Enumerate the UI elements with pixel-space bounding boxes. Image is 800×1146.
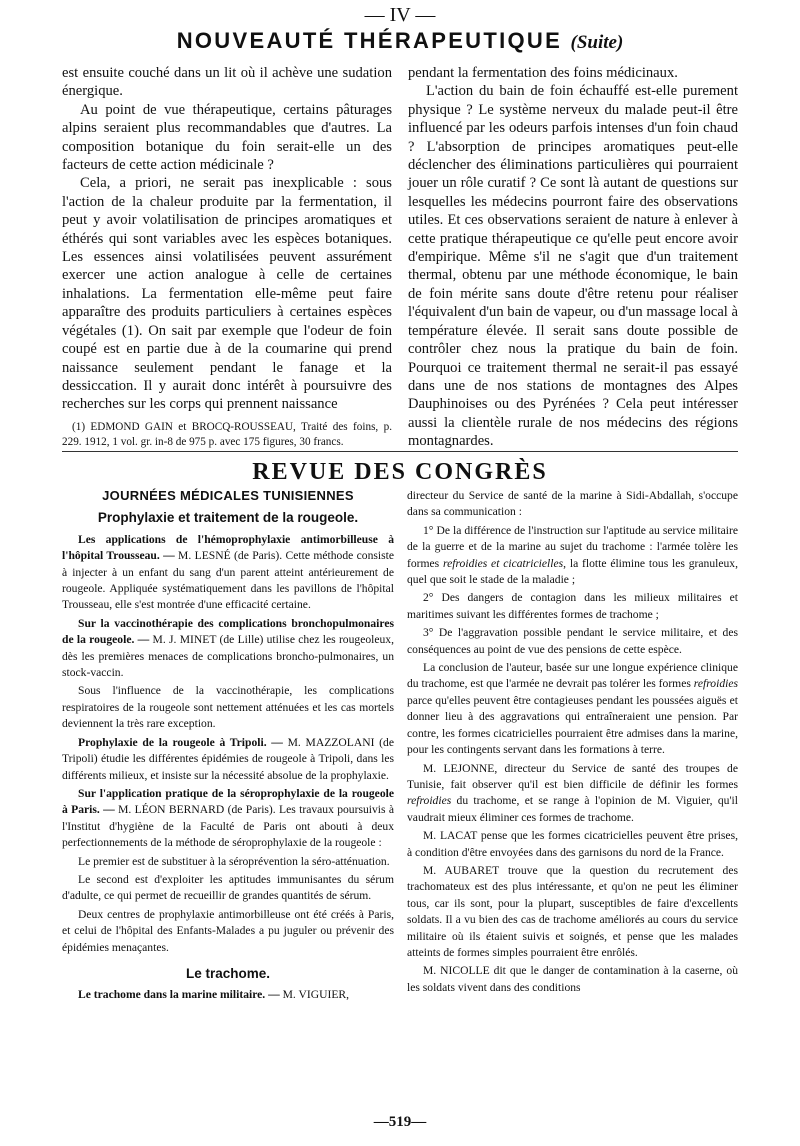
section-heading: JOURNÉES MÉDICALES TUNISIENNES <box>102 488 354 503</box>
congress-right-column <box>407 488 738 998</box>
report-paragraph <box>407 863 738 961</box>
article-title <box>0 30 800 52</box>
report-paragraph <box>62 987 394 1003</box>
report-paragraph <box>407 660 738 758</box>
congress-left-column <box>62 488 394 1006</box>
report-body: M. MAZZOLANI (de Tripoli) étudie les différentes épidémies de rougeole à Tripoli, dans les différents milieux, et insiste sur la nécessité absolue de la prophylaxie. <box>62 735 394 782</box>
report-body: M. VIGUIER, <box>279 988 350 1002</box>
report-paragraph <box>407 761 738 827</box>
report-heading: Prophylaxie de la rougeole à Tripoli. — <box>78 735 283 749</box>
report-heading: Les applications de l'hémoprophylaxie antimorbilleuse à l'hôpital Trousseau. — <box>62 532 394 563</box>
report-paragraph <box>407 828 738 861</box>
congress-title: REVUE DES CONGRÈS <box>252 459 548 485</box>
report-paragraph: directeur du Service de santé de la marine à Sidi-Abdallah, s'occupe dans sa communication : <box>407 489 738 519</box>
article-paragraph: pendant la fermentation des foins médicinaux. <box>408 65 678 81</box>
report-text: La conclusion de l'auteur, basée sur une longue expérience clinique du trachome, est que l'armée ne devrait pas tolérer les formes <box>407 661 738 691</box>
subsection-heading: Le trachome. <box>185 965 271 981</box>
article-paragraph: est ensuite couché dans un lit où il achève une sudation énergique. <box>62 65 392 100</box>
report-paragraph: Le second est d'exploiter les aptitudes immunisantes du sérum d'adulte, ce qui permet de recueillir de grandes quantités de sérum. <box>62 872 394 903</box>
report-text: du trachome, et se range à l'opinion de M. Viguier, qu'il vaudrait mieux éliminer ces formes de trachome. <box>407 794 738 824</box>
report-emphasis: refroidies et cicatricielles <box>443 556 564 570</box>
report-body: M. J. MINET (de Lille) utilise chez les rougeoleux, dès les premières menaces de complications broncho-pulmonaires, un stock-vaccin. <box>62 633 394 680</box>
report-paragraph <box>407 963 738 996</box>
subsection-heading: Prophylaxie et traitement de la rougeole. <box>97 510 359 526</box>
speaker-name: M. AUBARET <box>423 863 500 877</box>
article-paragraph: Au point de vue thérapeutique, certains pâturages alpins seraient plus recommandables que d'autres. La composition botanique du foin serait-elle un des facteurs de cette action médicinale ? <box>62 101 392 174</box>
speaker-name: M. LEJONNE <box>423 761 495 775</box>
article-title-suffix: (Suite) <box>570 32 624 53</box>
report-paragraph <box>62 532 394 614</box>
article-paragraph: Cela, a priori, ne serait pas inexplicable : sous l'action de la chaleur produite par la fermentation, il peut y avoir volatilisation de principes aromatiques et éthérés qui sont variables avec les espèces botaniques. Les essences ainsi volatilisées peuvent assurément exercer une action analogue à celle de certaines inhalations. La fermentation elle-même peut faire apparaître des produits particuliers à certaines espèces végétales (1). On sait par exemple que l'odeur de foin coupé est en partie due à de la coumarine qui prend naissance seulement pendant le fanage et la dessiccation. Il y aurait donc intérêt à poursuivre des recherches sur les corps qui prennent naissance <box>62 175 392 413</box>
report-heading: Le trachome dans la marine militaire. — <box>78 988 280 1002</box>
report-text: , directeur du Service de santé des troupes de Tunisie, fait observer qu'il est bien difficile de définir les formes <box>407 761 738 791</box>
footnote: (1) EDMOND GAIN et BROCQ-ROUSSEAU, Traité des foins, p. 229. 1912, 1 vol. gr. in-8 de 975 p. avec 175 figures, 30 francs. <box>62 420 392 448</box>
report-paragraph <box>407 523 738 589</box>
report-paragraph: Deux centres de prophylaxie antimorbilleuse ont été créés à Paris, et celui de l'hôpital des Enfants-Malades a pu juguler ou prévenir des épidémies menaçantes. <box>62 907 394 954</box>
report-paragraph <box>62 786 394 852</box>
report-emphasis: refroidies <box>693 677 738 691</box>
report-paragraph: 2° Des dangers de contagion dans les milieux militaires et maritimes suivant les différentes formes de trachome ; <box>407 591 738 621</box>
section-divider <box>62 451 738 452</box>
article-right-column <box>408 64 738 451</box>
article-title-text: NOUVEAUTÉ THÉRAPEUTIQUE <box>176 28 563 53</box>
report-text: pense que les formes cicatricielles peuvent être prises, à condition d'être envoyées dans des garnisons du nord de la France. <box>407 829 738 859</box>
report-heading: Sur la vaccinothérapie des complications bronchopulmonaires de la rougeole. — <box>62 616 394 647</box>
article-paragraph: L'action du bain de foin échauffé est-elle purement physique ? Le système nerveux du malade peut-il être influencé par les odeurs parfois intenses d'un foin chaud ? L'absorption de principes aromatiques peut-elle déclencher des éliminations particulières qui pourraient jouer un rôle curatif ? Ce sont là autant de questions sur lesquelles les médecins pourront faire des observations utiles. Et ces observations seraient de nature à enlever à cette pratique thérapeutique ce qu'elle peut encore avoir d'empirique. Même s'il ne s'agit que d'un traitement thermal, obtenu par une méthode économique, le bain de foin mérite sans doute d'être retenu pour réaliser l'équivalent d'un bain de vapeur, ou d'un massage local à température élevée. Il serait sans doute possible de contrôler chez nous la pratique du bain de foin. Pourquoi ce traitement thermal ne serait-il pas essayé dans une de nos stations de montagnes des Alpes Dauphinoises ou des Pyrénées ? Cela peut intéresser aussi la clientèle rurale de nos médecins des régions montagnardes. <box>408 83 738 450</box>
report-heading: Sur l'application pratique de la séroprophylaxie de la rougeole à Paris. — <box>62 786 394 817</box>
report-paragraph <box>62 616 394 682</box>
speaker-name: M. LACAT <box>423 829 478 843</box>
report-text: , la flotte élimine tous les granuleux, quel que soit le stade de la maladie ; <box>407 556 739 587</box>
report-paragraph: Le premier est de substituer à la séroprévention la séro-atténuation. <box>78 854 390 868</box>
report-text: trouve que la question du recrutement des trachomateux est des plus intéressante, et qu'on ne peut les éliminer tous, car ils sont, pour la plupart, susceptibles de faire d'excellents soldats. Il a vu bien des cas de trachome améliorés au cours du service militaire où ils étaient suivis et soignés, et pense que les malades atteints de formes simples pourraient être enrôlés. <box>407 863 738 959</box>
report-paragraph: 3° De l'aggravation possible pendant le service militaire, et des conséquences au point de vue des pensions de cette espèce. <box>407 626 738 656</box>
report-body: M. LESNÉ (de Paris). Cette méthode consiste à injecter à un enfant du sang d'un parent atteint antérieurement de rougeole. Appliquée systématiquement dans les pavillons de l'hôpital Trousseau, elle s'est montrée d'une efficacité certaine. <box>62 549 394 612</box>
report-paragraph: Sous l'influence de la vaccinothérapie, les complications respiratoires de la rougeole sont nettement atténuées et les cas mortels deviennent la très rare exception. <box>62 684 394 731</box>
speaker-name: M. NICOLLE <box>423 964 490 978</box>
page-number: —519— <box>373 1114 427 1130</box>
report-text: 1° De la différence de l'instruction sur l'aptitude au service militaire de la guerre et de la marine au sujet du trachome : l'armée tolère les formes <box>407 523 738 570</box>
report-body: M. LÉON BERNARD (de Paris). Les travaux poursuivis à l'Institut d'hygiène de la Faculté de Paris ont abouti à deux perfectionnements de la méthode de séroprophylaxie de la rougeole : <box>62 803 395 850</box>
report-emphasis: refroidies <box>407 794 452 808</box>
page-label: — IV — <box>364 4 436 26</box>
report-text: dit que le danger de contamination à la caserne, où les soldats vivent dans des conditions <box>407 964 738 994</box>
report-paragraph <box>62 735 394 784</box>
report-text: parce qu'elles peuvent être contagieuses pendant les poussées aiguës et donner lieu à des aggravations qui entraîneraient une pension. Par contre, les formes cicatricielles pourraient être admises dans la marine, pour les contingents servant dans les formations à terre. <box>407 693 738 757</box>
article-left-column <box>62 64 392 450</box>
